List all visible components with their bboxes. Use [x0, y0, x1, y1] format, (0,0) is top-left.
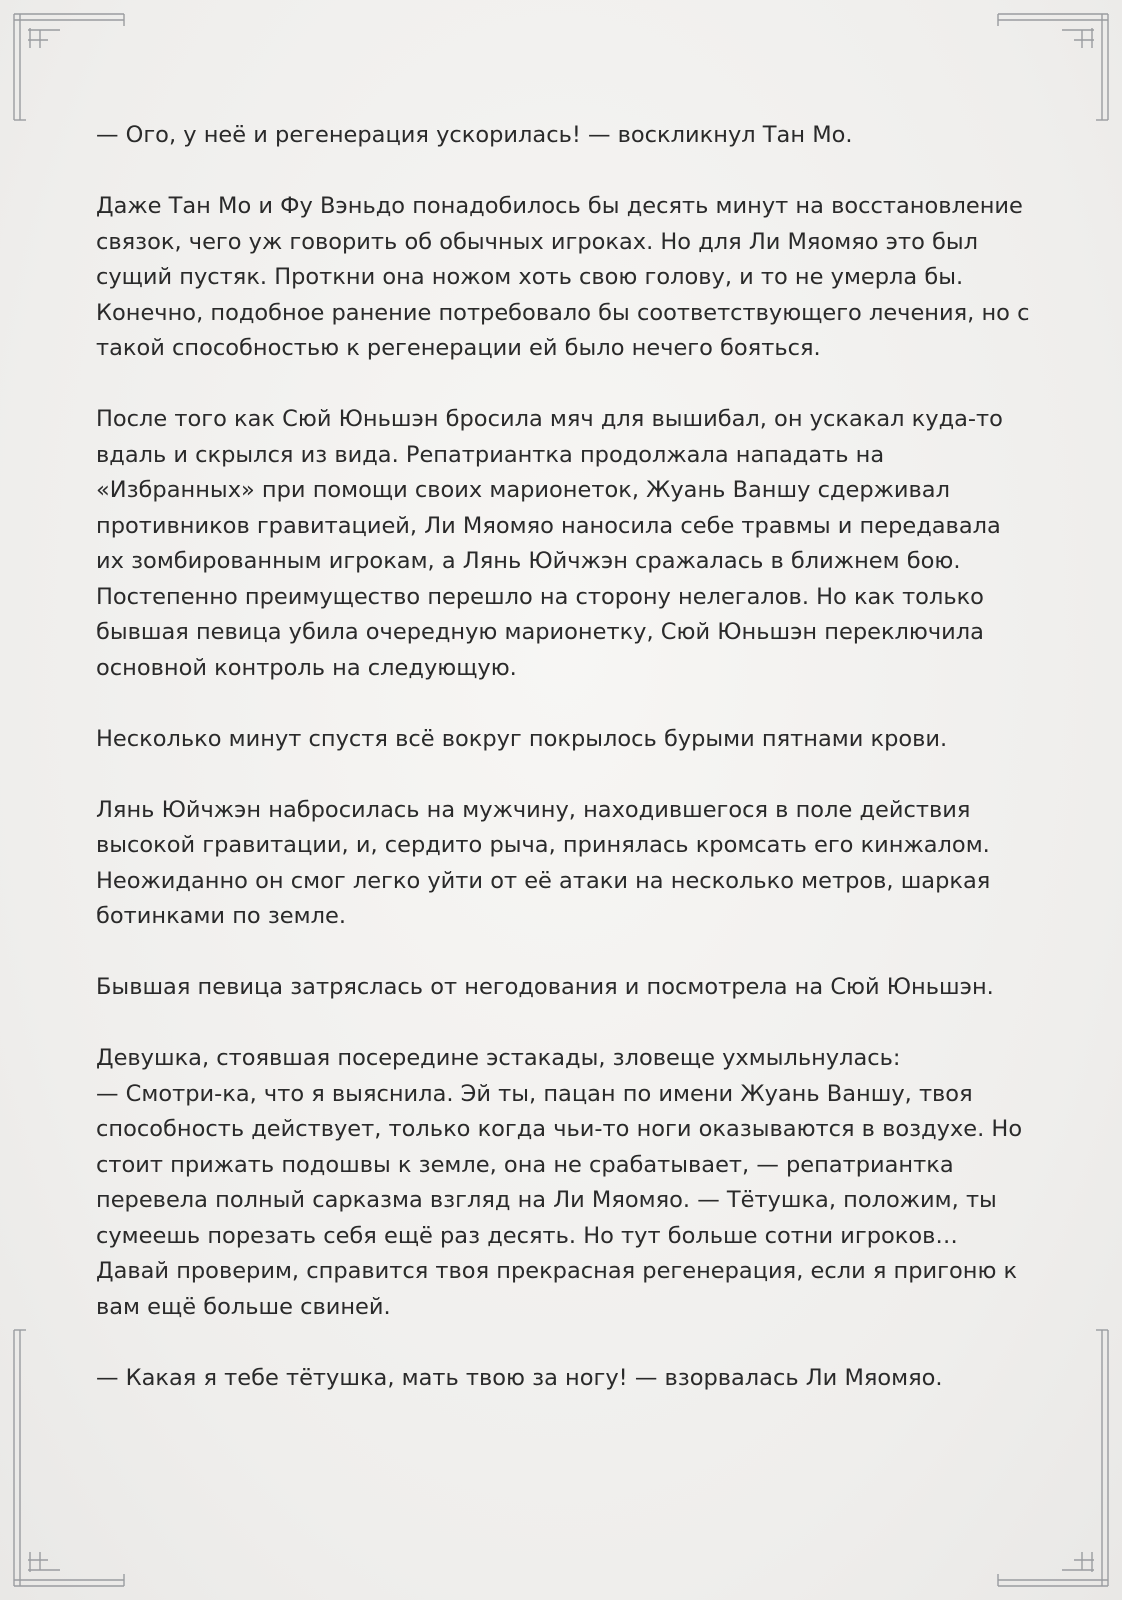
paragraph: — Смотри-ка, что я выяснила. Эй ты, пацан по имени Жуань Ваншу, твоя способность действует, только когда чьи-то ноги оказываются в воздухе. Но стоит прижать подошвы к земле, она не срабатывает, — репатриантка перевела полный сарказма взгляд на Ли Мяомяо. — Тётушка, положим, ты сумеешь порезать себя ещё раз десять. Но тут больше сотни игроков… Давай проверим, справится твоя прекрасная регенерация, если я пригоню к вам ещё больше свиней.: [96, 1080, 1023, 1320]
corner-ornament-top-right: [998, 14, 1108, 120]
paragraph: Лянь Юйчжэн набросилась на мужчину, находившегося в поле действия высокой гравитации, и, сердито рыча, принялась кромсать его кинжалом. Неожиданно он смог легко уйти от её атаки на несколько метров, шаркая ботинками по земле.: [96, 796, 991, 929]
chapter-text: [96, 118, 1034, 1432]
paragraph: Бывшая певица затряслась от негодования и посмотрела на Сюй Юньшэн.: [96, 974, 994, 1000]
paragraph: Девушка, стоявшая посередине эстакады, зловеще ухмыльнулась:: [96, 1045, 901, 1071]
paragraph: — Ого, у неё и регенерация ускорилась! — воскликнул Тан Мо.: [96, 122, 853, 148]
paragraph: Даже Тан Мо и Фу Вэньдо понадобилось бы десять минут на восстановление связок, чего уж говорить об обычных игроках. Но для Ли Мяомяо это был сущий пустяк. Проткни она ножом хоть свою голову, и то не умерла бы. Конечно, подобное ранение потребовало бы соответствующего лечения, но с такой способностью к регенерации ей было нечего бояться.: [96, 193, 1030, 361]
paragraph: После того как Сюй Юньшэн бросила мяч для вышибал, он ускакал куда-то вдаль и скрылся из вида. Репатриантка продолжала нападать на «Избранных» при помощи своих марионеток, Жуань Ваншу сдерживал противников гравитацией, Ли Мяомяо наносила себе травмы и передавала их зомбированным игрокам, а Лянь Юйчжэн сражалась в ближнем бою. Постепенно преимущество перешло на сторону нелегалов. Но как только бывшая певица убила очередную марионетку, Сюй Юньшэн переключила основной контроль на следующую.: [96, 406, 1003, 681]
corner-ornament-top-left: [14, 14, 124, 120]
paragraph: — Какая я тебе тётушка, мать твою за ногу! — взорвалась Ли Мяомяо.: [96, 1364, 943, 1391]
paragraph: Несколько минут спустя всё вокруг покрылось бурыми пятнами крови.: [96, 725, 948, 752]
